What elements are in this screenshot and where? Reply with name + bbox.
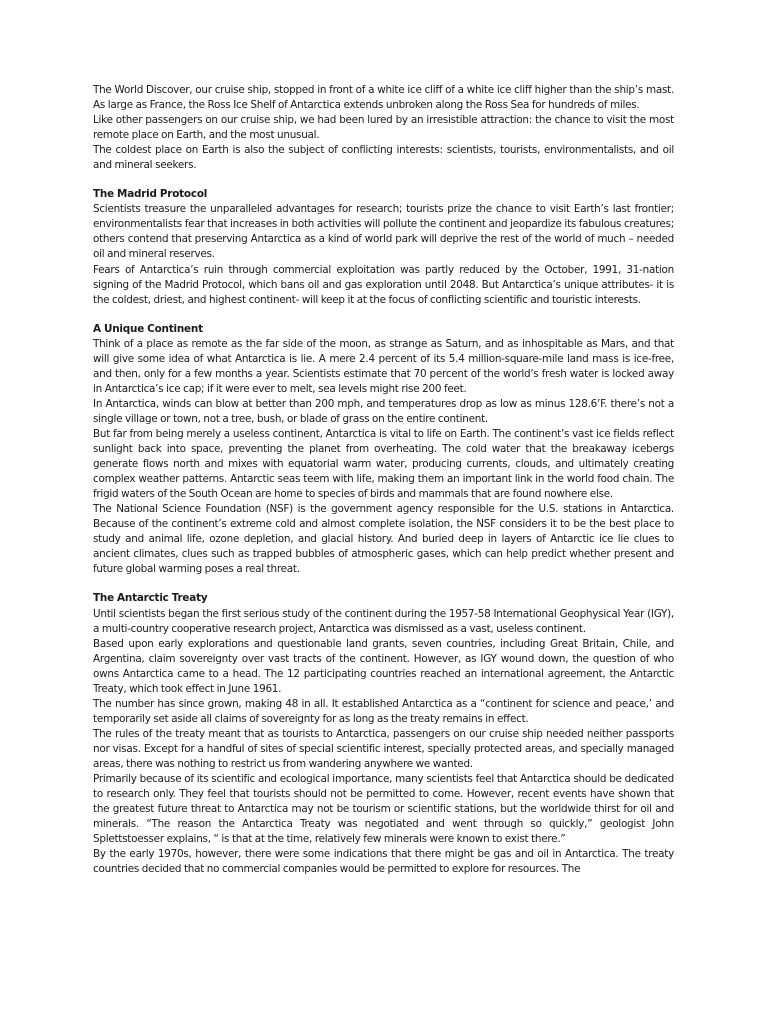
treaty-paragraph-3: The number has since grown, making 48 in all. It established Antarctica as a “continent for science and peace,’ and temporarily set aside all claims of sovereignty for as long as the treaty remains in effect. [93, 697, 674, 725]
treaty-paragraph-5: Primarily because of its scientific and ecological importance, many scientists feel that Antarctica should be dedicated to research only. They feel that tourists should not be permitted to come. However, recent events have shown that the greatest future threat to Antarctica may not be tourism or scientific stations, but the worldwide thirst for oil and minerals. “The reason the Antarctica Treaty was negotiated and went through so quickly,” geologist John Splettstoesser explains, “ is that at the time, relatively few minerals were known to exist there.” [93, 773, 674, 846]
section-heading-unique-continent: A Unique Continent [93, 322, 203, 335]
madrid-paragraph-1: Scientists treasure the unparalleled advantages for research; tourists prize the chance to visit Earth’s last frontier; environmentalists fear that increases in both activities will pollute the continent and jeopardize its fabulous creatures; others contend that preserving Antarctica as a kind of world park will deprive the rest of the world of much – needed oil and mineral reserves. [93, 203, 674, 261]
treaty-paragraph-1: Until scientists began the first serious study of the continent during the 1957-58 International Geophysical Year (IGY), a multi-country cooperative research project, Antarctica was dismissed as a vast, useless continent. [93, 607, 674, 635]
section-heading-madrid-protocol: The Madrid Protocol [93, 188, 208, 201]
continent-paragraph-1: Think of a place as remote as the far side of the moon, as strange as Saturn, and as inhospitable as Mars, and that will give some idea of what Antarctica is lie. A mere 2.4 percent of its 5.4 million-square-mile land mass is ice-free, and then, only for a few months a year. Scientists estimate that 70 percent of the world’s fresh water is locked away in Antarctica’s ice cap; if it were ever to melt, sea levels might rise 200 feet. [93, 337, 674, 395]
continent-paragraph-2: In Antarctica, winds can blow at better than 200 mph, and temperatures drop as low as minus 128.6’F. there’s not a single village or town, not a tree, bush, or blade of grass on the entire continent. [93, 397, 674, 425]
treaty-paragraph-6: By the early 1970s, however, there were some indications that there might be gas and oil in Antarctica. The treaty countries decided that no commercial companies would be permitted to explore for resources. The [93, 848, 674, 876]
continent-paragraph-4: The National Science Foundation (NSF) is the government agency responsible for the U.S. stations in Antarctica. Because of the continent’s extreme cold and almost complete isolation, the NSF considers it to be the best place to study and animal life, ozone depletion, and glacial history. And buried deep in layers of Antarctic ice lie clues to ancient climates, clues such as trapped bubbles of atmospheric gases, which can help predict whether present and future global warming poses a real threat. [93, 503, 674, 576]
intro-paragraph-2: Like other passengers on our cruise ship, we had been lured by an irresistible attraction: the chance to visit the most remote place on Earth, and the most unusual. [93, 114, 674, 142]
treaty-paragraph-4: The rules of the treaty meant that as tourists to Antarctica, passengers on our cruise ship needed neither passports nor visas. Except for a handful of sites of special scientific interest, specially protected areas, and specially managed areas, there was nothing to restrict us from wandering anywhere we wanted. [93, 727, 674, 770]
intro-paragraph-1: The World Discover, our cruise ship, stopped in front of a white ice cliff of a white ice cliff higher than the ship’s mast. As large as France, the Ross Ice Shelf of Antarctica extends unbroken along the Ross Sea for hundreds of miles. [93, 84, 674, 112]
article-body [93, 83, 674, 877]
madrid-paragraph-2: Fears of Antarctica’s ruin through commercial exploitation was partly reduced by the October, 1991, 31-nation signing of the Madrid Protocol, which bans oil and gas exploration until 2048. But Antarctica’s unique attributes- it is the coldest, driest, and highest continent- will keep it at the focus of conflicting scientific and touristic interests. [93, 263, 674, 306]
treaty-paragraph-2: Based upon early explorations and questionable land grants, seven countries, including Great Britain, Chile, and Argentina, claim sovereignty over vast tracts of the continent. However, as IGY wound down, the question of who owns Antarctica came to a head. The 12 participating countries reached an international agreement, the Antarctic Treaty, which took effect in June 1961. [93, 637, 674, 695]
section-heading-antarctic-treaty: The Antarctic Treaty [93, 592, 208, 605]
intro-paragraph-3: The coldest place on Earth is also the subject of conflicting interests: scientists, tourists, environmentalists, and oil and mineral seekers. [93, 144, 674, 172]
continent-paragraph-3: But far from being merely a useless continent, Antarctica is vital to life on Earth. The continent’s vast ice fields reflect sunlight back into space, preventing the planet from overheating. The cold water that the breakaway icebergs generate flows north and mixes with equatorial warm water, producing currents, clouds, and ultimately creating complex weather patterns. Antarctic seas teem with life, making them an important link in the world food chain. The frigid waters of the South Ocean are home to species of birds and mammals that are found nowhere else. [93, 427, 674, 501]
